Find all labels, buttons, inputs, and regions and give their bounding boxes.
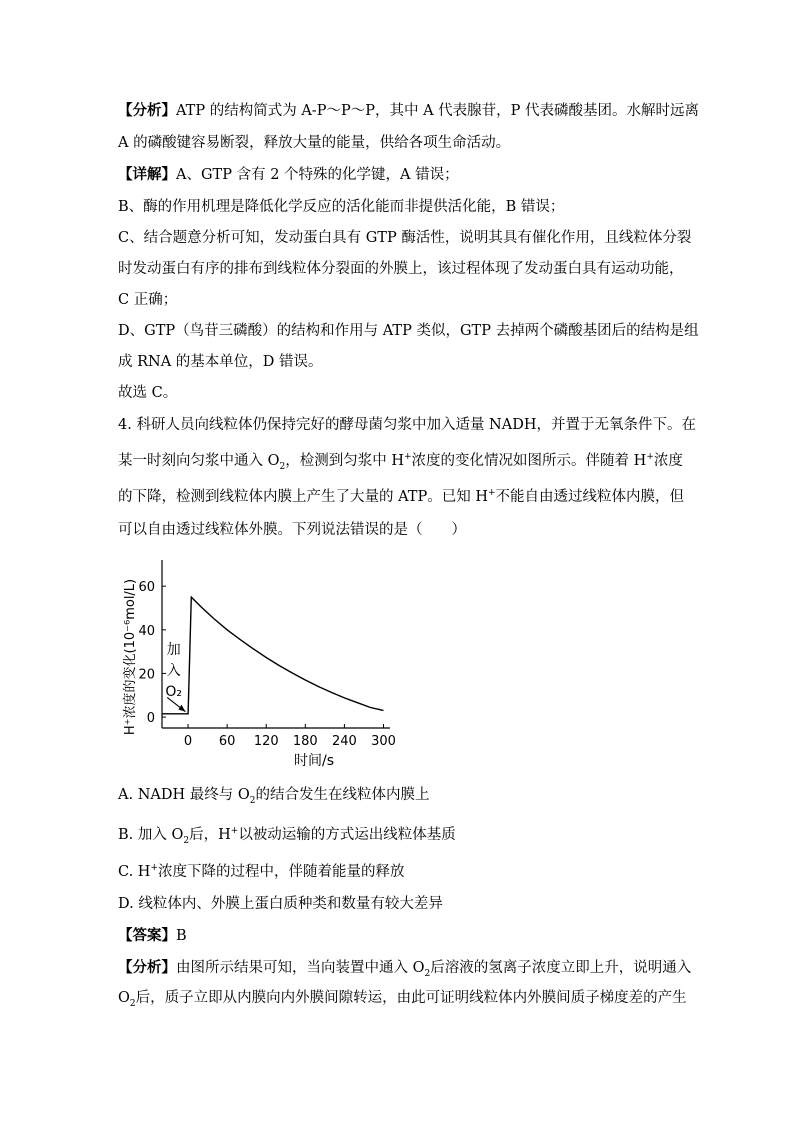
h-concentration-line xyxy=(162,597,384,714)
superscript: + xyxy=(646,452,654,463)
annotation-text: 加 xyxy=(166,641,181,658)
analysis-tag: 【分析】 xyxy=(118,102,176,119)
x-tick-label: 180 xyxy=(292,734,318,749)
analysis-text: O xyxy=(118,990,130,1006)
detail-line-b: B、酶的作用机理是降低化学反应的活化能而非提供活化能，B 错误； xyxy=(118,199,565,215)
option-text: C. H xyxy=(118,864,151,880)
option-text: A. NADH 最终与 O xyxy=(118,787,250,803)
answer-tag: 【答案】 xyxy=(118,927,176,944)
annotation-text: O₂ xyxy=(165,683,183,700)
x-axis-label: 时间/s xyxy=(293,753,335,769)
detail-choice: 故选 C。 xyxy=(118,385,178,401)
analysis2-line xyxy=(118,958,691,978)
superscript: + xyxy=(487,488,496,499)
detail-text: A、GTP 含有 2 个特殊的化学键，A 错误； xyxy=(176,167,459,183)
question-text: ，检测到匀浆中 H xyxy=(285,453,404,469)
question-text: 浓度 xyxy=(653,453,683,469)
analysis-text: 后，质子立即从内膜向内外膜间隙转运，由此可证明线粒体内外膜间质子梯度差的产生 xyxy=(135,990,687,1006)
y-axis-label: H⁺浓度的变化(10⁻⁶mol/L) xyxy=(123,578,138,736)
x-tick-label: 120 xyxy=(253,734,279,749)
detail-line-d2: 成 RNA 的基本单位，D 错误。 xyxy=(118,354,323,370)
option-text: 的结合发生在线粒体内膜上 xyxy=(255,787,430,803)
analysis-text: 由图所示结果可知，当向装置中通入 O xyxy=(176,960,425,976)
o2-arrow-head xyxy=(178,705,185,712)
x-tick-label: 240 xyxy=(331,734,357,749)
x-tick-label: 0 xyxy=(183,734,193,749)
superscript: + xyxy=(230,826,239,837)
analysis-text: ATP 的结构简式为 A-P～P～P，其中 A 代表腺苷，P 代表磷酸基团。水解时远离 xyxy=(176,103,700,119)
detail-line-c2: 时发动蛋白有序的排布到线粒体分裂面的外膜上，该过程体现了发动蛋白具有运动功能， xyxy=(118,261,684,277)
analysis-paragraph-line: A 的磷酸键容易断裂，释放大量的能量，供给各项生命活动。 xyxy=(118,135,511,151)
question-text: 的下降，检测到线粒体内膜上产生了大量的 ATP。已知 H xyxy=(118,489,488,505)
h-concentration-chart xyxy=(118,548,418,778)
y-tick-label: 40 xyxy=(138,623,155,639)
superscript: + xyxy=(150,863,158,874)
detail-tag: 【详解】 xyxy=(118,166,176,183)
y-tick-label: 60 xyxy=(138,580,155,596)
answer-value: B xyxy=(176,928,187,944)
analysis-paragraph-line xyxy=(118,101,699,121)
detail-line-a xyxy=(118,165,459,185)
x-tick-label: 60 xyxy=(218,734,236,749)
subscript: 2 xyxy=(279,461,286,472)
subscript: 2 xyxy=(249,795,256,806)
question-line xyxy=(118,451,683,471)
superscript: + xyxy=(404,452,412,463)
option-b xyxy=(118,825,456,845)
option-text: B. 加入 O xyxy=(118,827,184,843)
o2-annotation xyxy=(165,642,185,712)
y-tick-label: 0 xyxy=(146,711,155,727)
analysis2-line xyxy=(118,988,687,1008)
question-line: 可以自由透过线粒体外膜。下列说法错误的是（ ） xyxy=(118,522,466,538)
option-text: 浓度下降的过程中，伴随着能量的释放 xyxy=(158,864,405,880)
detail-line-d1: D、GTP（鸟苷三磷酸）的结构和作用与 ATP 类似，GTP 去掉两个磷酸基团后的结构是组 xyxy=(118,323,699,339)
analysis-text: 后溶液的氢离子浓度立即上升，说明通入 xyxy=(430,960,692,976)
question-line xyxy=(118,487,684,507)
option-text: 后，H xyxy=(189,827,231,843)
option-c xyxy=(118,862,405,882)
detail-line-c3: C 正确； xyxy=(118,292,178,308)
question-line: 4. 科研人员向线粒体仍保持完好的酵母菌匀浆中加入适量 NADH，并置于无氧条件下。在 xyxy=(118,417,696,433)
option-text: 以被动运输的方式运出线粒体基质 xyxy=(238,827,456,843)
y-tick-label: 20 xyxy=(138,667,155,683)
option-d: D. 线粒体内、外膜上蛋白质种类和数量有较大差异 xyxy=(118,896,443,912)
annotation-text: 入 xyxy=(166,662,181,679)
subscript: 2 xyxy=(424,968,431,979)
question-text: 不能自由透过线粒体内膜，但 xyxy=(495,489,685,505)
question-text: 浓度的变化情况如图所示。伴随着 H xyxy=(411,453,647,469)
option-a xyxy=(118,785,429,805)
x-tick-label: 300 xyxy=(371,734,396,749)
question-text: 某一时刻向匀浆中通入 O xyxy=(118,453,280,469)
subscript: 2 xyxy=(183,835,190,846)
subscript: 2 xyxy=(129,998,136,1009)
analysis-tag: 【分析】 xyxy=(118,959,176,976)
detail-line-c1: C、结合题意分析可知，发动蛋白具有 GTP 酶活性，说明其具有催化作用，且线粒体分裂 xyxy=(118,230,692,246)
answer-line xyxy=(118,926,187,946)
